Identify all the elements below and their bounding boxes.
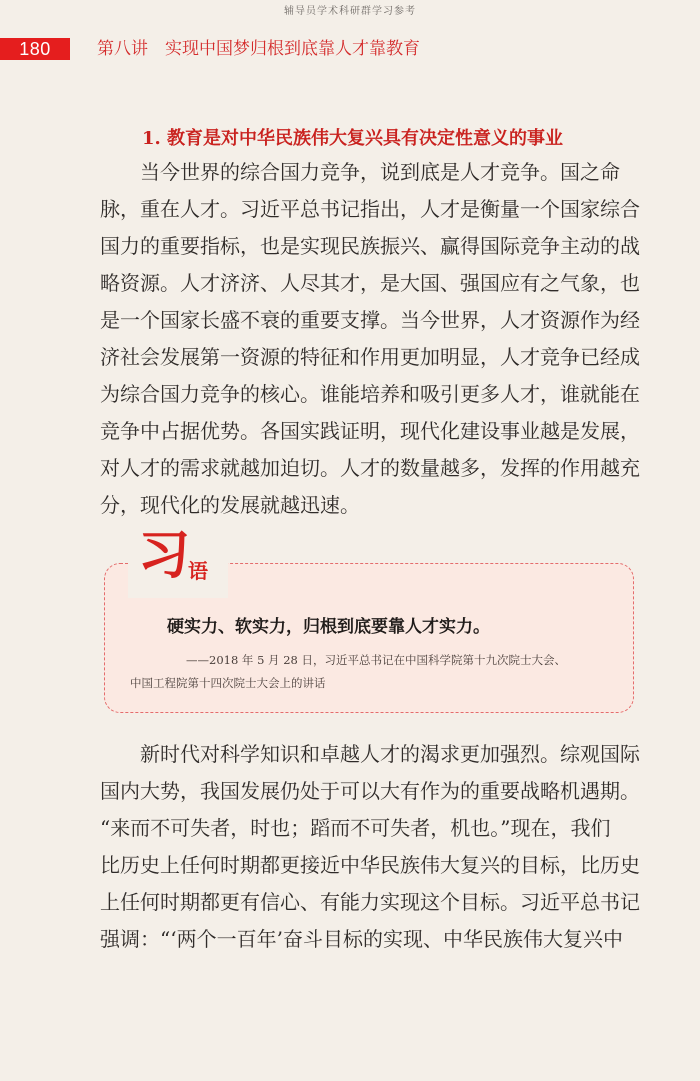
paragraph-line: 脉，重在人才。习近平总书记指出，人才是衡量一个国家综合 (100, 197, 640, 221)
paragraph-1 (100, 154, 640, 524)
paragraph-line: 当今世界的综合国力竞争，说到底是人才竞争。国之命 (140, 160, 620, 184)
paragraph-line: 新时代对科学知识和卓越人才的渴求更加强烈。综观国际 (140, 742, 640, 766)
paragraph-2 (100, 736, 640, 958)
paragraph-line: 强调：“‘两个一百年’奋斗目标的实现、中华民族伟大复兴中 (100, 927, 623, 951)
paragraph-line: 比历史上任何时期都更接近中华民族伟大复兴的目标，比历史 (100, 853, 640, 877)
quote-text: 硬实力、软实力，归根到底要靠人才实力。 (167, 617, 490, 637)
quote-source-line: 中国工程院第十四次院士大会上的讲话 (130, 676, 326, 690)
paragraph-line: 为综合国力竞争的核心。谁能培养和吸引更多人才，谁就能在 (100, 382, 640, 406)
quote-badge (138, 526, 228, 586)
quote-badge-large-glyph: 习 (138, 526, 191, 586)
paragraph-line: 济社会发展第一资源的特征和作用更加明显，人才竞争已经成 (100, 345, 640, 369)
paragraph-line: 略资源。人才济济、人尽其才，是大国、强国应有之气象，也 (100, 271, 640, 295)
quote-source-line: ——2018 年 5 月 28 日，习近平总书记在中国科学院第十九次院士大会、 (186, 653, 566, 667)
paragraph-line: 竞争中占据优势。各国实践证明，现代化建设事业越是发展， (100, 419, 640, 443)
paragraph-line: 是一个国家长盛不衰的重要支撑。当今世界，人才资源作为经 (100, 308, 640, 332)
paragraph-line: 国力的重要指标，也是实现民族振兴、赢得国际竞争主动的战 (100, 234, 640, 258)
page-number: 180 (0, 38, 70, 60)
section-heading: 1. 教育是对中华民族伟大复兴具有决定性意义的事业 (142, 128, 564, 149)
quote-badge-small-glyph: 语 (188, 559, 208, 583)
paragraph-line: 国内大势，我国发展仍处于可以大有作为的重要战略机遇期。 (100, 779, 640, 803)
paragraph-line: “来而不可失者，时也；蹈而不可失者，机也。”现在，我们 (100, 816, 611, 840)
paragraph-line: 上任何时期都更有信心、有能力实现这个目标。习近平总书记 (100, 890, 640, 914)
top-note: 辅导员学术科研群学习参考 (284, 6, 416, 17)
paragraph-line: 分，现代化的发展就越迅速。 (100, 493, 360, 517)
chapter-title: 第八讲 实现中国梦归根到底靠人才靠教育 (97, 39, 420, 59)
paragraph-line: 对人才的需求就越加迫切。人才的数量越多，发挥的作用越充 (100, 456, 640, 480)
